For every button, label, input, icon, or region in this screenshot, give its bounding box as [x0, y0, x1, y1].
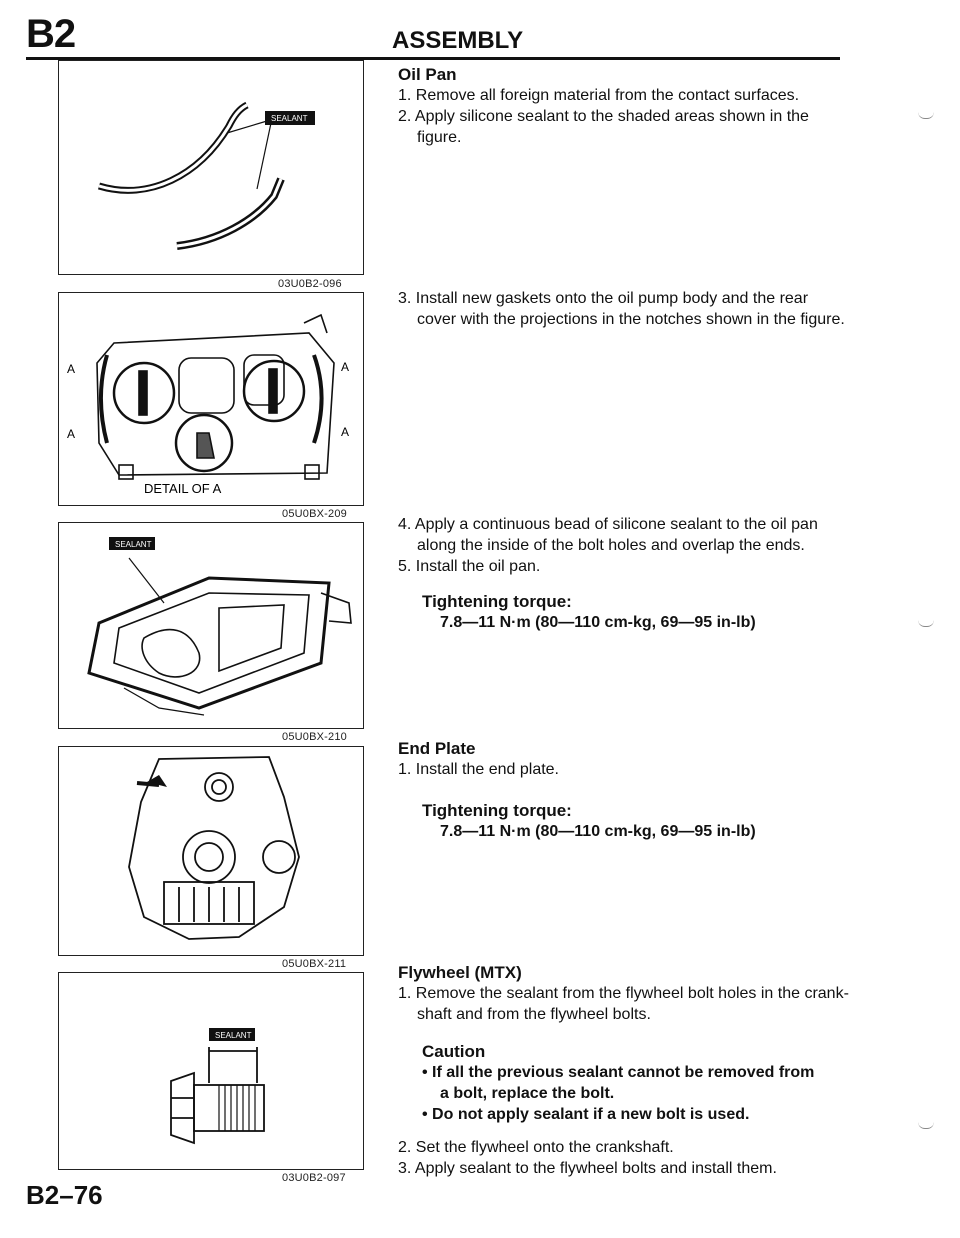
- page-number: B2–76: [26, 1180, 103, 1210]
- flywheel-section: [398, 962, 858, 1179]
- end-plate-torque-label: Tightening torque:: [422, 801, 572, 820]
- oil-pan-heading: Oil Pan: [398, 65, 457, 84]
- oil-pan-torque-value: 7.8—11 N·m (80—110 cm-kg, 69—95 in-lb): [440, 614, 756, 631]
- caution-item-1-cont: a bolt, replace the bolt.: [440, 1085, 615, 1102]
- end-plate-torque-value: 7.8—11 N·m (80—110 cm-kg, 69—95 in-lb): [440, 823, 756, 840]
- callout-a-4: A: [341, 425, 350, 439]
- detail-label: DETAIL OF A: [144, 481, 222, 496]
- sealant-label: SEALANT: [215, 1031, 252, 1040]
- figure-gaskets: [58, 60, 364, 275]
- callout-a-3: A: [341, 360, 350, 374]
- margin-mark: [918, 1122, 934, 1129]
- margin-mark: [918, 112, 934, 119]
- caution-title: Caution: [422, 1042, 486, 1061]
- oil-pan-step-3: 3. Install new gaskets onto the oil pump body and the rear: [398, 290, 809, 307]
- figure-code: 03U0B2-097: [282, 1172, 346, 1184]
- oil-pan-step-2: 2. Apply silicone sealant to the shaded areas shown in the: [398, 108, 809, 125]
- oil-pan-torque-label: Tightening torque:: [422, 592, 572, 611]
- caution-item-2: • Do not apply sealant if a new bolt is used.: [422, 1106, 750, 1123]
- oil-pan-step-4-block: [398, 514, 858, 633]
- figure-flywheel-bolt: [58, 972, 364, 1170]
- end-plate-step-1: 1. Install the end plate.: [398, 761, 559, 778]
- flywheel-step-3: 3. Apply sealant to the flywheel bolts and install them.: [398, 1160, 777, 1177]
- flywheel-heading: Flywheel (MTX): [398, 963, 522, 982]
- figure-code: 05U0BX-209: [282, 508, 347, 520]
- page-title: ASSEMBLY: [392, 27, 524, 54]
- margin-mark: [918, 620, 934, 627]
- oil-pan-step-3-block: [398, 288, 858, 330]
- figure-code: 05U0BX-210: [282, 731, 347, 743]
- callout-a-2: A: [67, 427, 76, 441]
- figure-oil-pan: [58, 522, 364, 729]
- oil-pan-step-2-cont: figure.: [417, 129, 462, 146]
- oil-pan-step-3-cont: cover with the projections in the notches shown in the figure.: [417, 311, 845, 328]
- section-code: B2: [26, 12, 76, 56]
- oil-pan-step-1: 1. Remove all foreign material from the contact surfaces.: [398, 87, 800, 104]
- figure-end-plate: [58, 746, 364, 956]
- oil-pan-section: [398, 64, 858, 148]
- oil-pan-step-4-cont: along the inside of the bolt holes and overlap the ends.: [417, 537, 805, 554]
- flywheel-step-1: 1. Remove the sealant from the flywheel bolt holes in the crank-: [398, 985, 849, 1002]
- sealant-label: SEALANT: [271, 114, 308, 123]
- oil-pan-step-5: 5. Install the oil pan.: [398, 558, 541, 575]
- oil-pan-step-4: 4. Apply a continuous bead of silicone sealant to the oil pan: [398, 516, 818, 533]
- end-plate-heading: End Plate: [398, 739, 476, 758]
- caution-item-1: • If all the previous sealant cannot be removed from: [422, 1064, 815, 1081]
- callout-a-1: A: [67, 362, 76, 376]
- figure-code: 05U0BX-211: [282, 958, 347, 970]
- flywheel-step-1-cont: shaft and from the flywheel bolts.: [417, 1006, 651, 1023]
- flywheel-step-2: 2. Set the flywheel onto the crankshaft.: [398, 1139, 674, 1156]
- figure-pump-detail: [58, 292, 364, 506]
- end-plate-section: [398, 738, 858, 842]
- sealant-label: SEALANT: [115, 540, 152, 549]
- figure-code: 03U0B2-096: [278, 278, 342, 290]
